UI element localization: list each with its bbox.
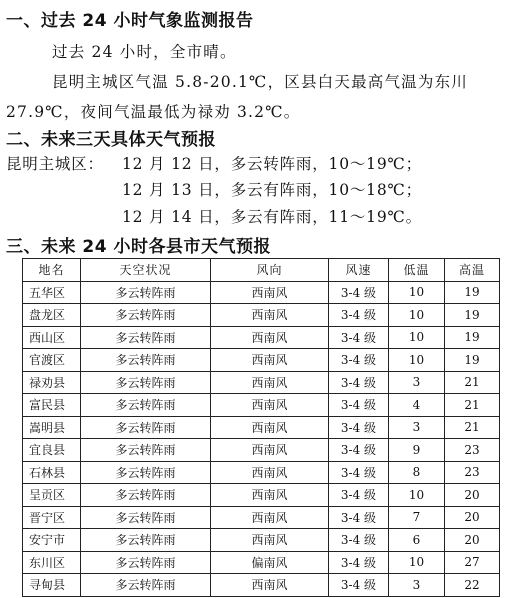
low-temp-cell: 3: [389, 574, 445, 597]
section-3-heading: 三、未来 24 小时各县市天气预报: [6, 237, 271, 257]
wind-speed-cell: 3-4 级: [329, 484, 389, 507]
table-row: [23, 371, 500, 394]
wind-direction-cell: 西南风: [211, 326, 329, 349]
table-row: [23, 484, 500, 507]
section-2-heading: 二、未来三天具体天气预报: [6, 130, 216, 150]
table-header-row: [23, 259, 500, 282]
table-row: [23, 574, 500, 597]
wind-direction-cell: 西南风: [211, 281, 329, 304]
wind-direction-cell: 西南风: [211, 304, 329, 327]
low-temp-cell: 8: [389, 461, 445, 484]
location-cell: 安宁市: [23, 529, 81, 552]
header-low-temp: 低温: [389, 259, 445, 282]
wind-speed-cell: 3-4 级: [329, 326, 389, 349]
table-row: [23, 304, 500, 327]
section-1-summary: 过去 24 小时，全市晴。: [52, 43, 237, 61]
sky-condition-cell: 多云转阵雨: [81, 529, 211, 552]
high-temp-cell: 20: [445, 484, 500, 507]
sky-condition-cell: 多云转阵雨: [81, 371, 211, 394]
low-temp-cell: 4: [389, 394, 445, 417]
low-temp-cell: 7: [389, 506, 445, 529]
location-cell: 宜良县: [23, 439, 81, 462]
low-temp-cell: 10: [389, 349, 445, 372]
wind-direction-cell: 西南风: [211, 484, 329, 507]
table-body: [23, 281, 500, 596]
sky-condition-cell: 多云转阵雨: [81, 484, 211, 507]
high-temp-cell: 19: [445, 349, 500, 372]
table-row: [23, 551, 500, 574]
table-row: [23, 416, 500, 439]
wind-speed-cell: 3-4 级: [329, 394, 389, 417]
sky-condition-cell: 多云转阵雨: [81, 281, 211, 304]
location-cell: 官渡区: [23, 349, 81, 372]
high-temp-cell: 27: [445, 551, 500, 574]
location-cell: 晋宁区: [23, 506, 81, 529]
wind-speed-cell: 3-4 级: [329, 506, 389, 529]
table-row: [23, 349, 500, 372]
high-temp-cell: 19: [445, 281, 500, 304]
location-cell: 盘龙区: [23, 304, 81, 327]
high-temp-cell: 19: [445, 304, 500, 327]
high-temp-cell: 20: [445, 529, 500, 552]
high-temp-cell: 21: [445, 416, 500, 439]
high-temp-cell: 21: [445, 371, 500, 394]
sky-condition-cell: 多云转阵雨: [81, 394, 211, 417]
low-temp-cell: 9: [389, 439, 445, 462]
sky-condition-cell: 多云转阵雨: [81, 461, 211, 484]
county-forecast-table: [22, 258, 500, 597]
table-row: [23, 529, 500, 552]
wind-speed-cell: 3-4 级: [329, 529, 389, 552]
wind-direction-cell: 西南风: [211, 371, 329, 394]
header-wind-direction: 风向: [211, 259, 329, 282]
low-temp-cell: 10: [389, 484, 445, 507]
wind-speed-cell: 3-4 级: [329, 551, 389, 574]
table-row: [23, 439, 500, 462]
location-cell: 西山区: [23, 326, 81, 349]
location-cell: 石林县: [23, 461, 81, 484]
table-row: [23, 281, 500, 304]
location-cell: 禄劝县: [23, 371, 81, 394]
sky-condition-cell: 多云转阵雨: [81, 439, 211, 462]
table-row: [23, 326, 500, 349]
wind-direction-cell: 西南风: [211, 416, 329, 439]
high-temp-cell: 20: [445, 506, 500, 529]
forecast-city-label: 昆明主城区：: [6, 155, 104, 173]
forecast-day-3: 12 月 14 日，多云有阵雨，11～19℃。: [122, 208, 422, 226]
wind-direction-cell: 西南风: [211, 506, 329, 529]
wind-speed-cell: 3-4 级: [329, 574, 389, 597]
high-temp-cell: 23: [445, 461, 500, 484]
low-temp-cell: 10: [389, 551, 445, 574]
wind-speed-cell: 3-4 级: [329, 439, 389, 462]
wind-direction-cell: 西南风: [211, 529, 329, 552]
wind-speed-cell: 3-4 级: [329, 281, 389, 304]
table-row: [23, 461, 500, 484]
wind-direction-cell: 西南风: [211, 439, 329, 462]
forecast-day-1: 12 月 12 日，多云转阵雨，10～19℃；: [122, 155, 422, 173]
sky-condition-cell: 多云转阵雨: [81, 506, 211, 529]
header-sky-condition: 天空状况: [81, 259, 211, 282]
header-location: 地名: [23, 259, 81, 282]
sky-condition-cell: 多云转阵雨: [81, 551, 211, 574]
section-1-heading: 一、过去 24 小时气象监测报告: [6, 11, 254, 31]
low-temp-cell: 3: [389, 371, 445, 394]
header-high-temp: 高温: [445, 259, 500, 282]
high-temp-cell: 21: [445, 394, 500, 417]
section-1-temperature-line-continued: 27.9℃，夜间气温最低为禄劝 3.2℃。: [6, 103, 301, 121]
wind-direction-cell: 西南风: [211, 574, 329, 597]
wind-speed-cell: 3-4 级: [329, 416, 389, 439]
high-temp-cell: 19: [445, 326, 500, 349]
sky-condition-cell: 多云转阵雨: [81, 304, 211, 327]
wind-direction-cell: 西南风: [211, 349, 329, 372]
location-cell: 富民县: [23, 394, 81, 417]
sky-condition-cell: 多云转阵雨: [81, 326, 211, 349]
section-1-temperature-line: 昆明主城区气温 5.8-20.1℃，区县白天最高气温为东川: [52, 73, 468, 91]
wind-direction-cell: 西南风: [211, 394, 329, 417]
wind-speed-cell: 3-4 级: [329, 371, 389, 394]
sky-condition-cell: 多云转阵雨: [81, 416, 211, 439]
table-row: [23, 394, 500, 417]
wind-direction-cell: 西南风: [211, 461, 329, 484]
high-temp-cell: 22: [445, 574, 500, 597]
header-wind-speed: 风速: [329, 259, 389, 282]
low-temp-cell: 10: [389, 304, 445, 327]
location-cell: 嵩明县: [23, 416, 81, 439]
location-cell: 东川区: [23, 551, 81, 574]
low-temp-cell: 3: [389, 416, 445, 439]
high-temp-cell: 23: [445, 439, 500, 462]
wind-speed-cell: 3-4 级: [329, 349, 389, 372]
location-cell: 呈贡区: [23, 484, 81, 507]
low-temp-cell: 10: [389, 281, 445, 304]
location-cell: 寻甸县: [23, 574, 81, 597]
sky-condition-cell: 多云转阵雨: [81, 574, 211, 597]
table-row: [23, 506, 500, 529]
wind-speed-cell: 3-4 级: [329, 461, 389, 484]
wind-direction-cell: 偏南风: [211, 551, 329, 574]
low-temp-cell: 6: [389, 529, 445, 552]
location-cell: 五华区: [23, 281, 81, 304]
low-temp-cell: 10: [389, 326, 445, 349]
sky-condition-cell: 多云转阵雨: [81, 349, 211, 372]
forecast-day-2: 12 月 13 日，多云有阵雨，10～18℃；: [122, 181, 422, 199]
wind-speed-cell: 3-4 级: [329, 304, 389, 327]
